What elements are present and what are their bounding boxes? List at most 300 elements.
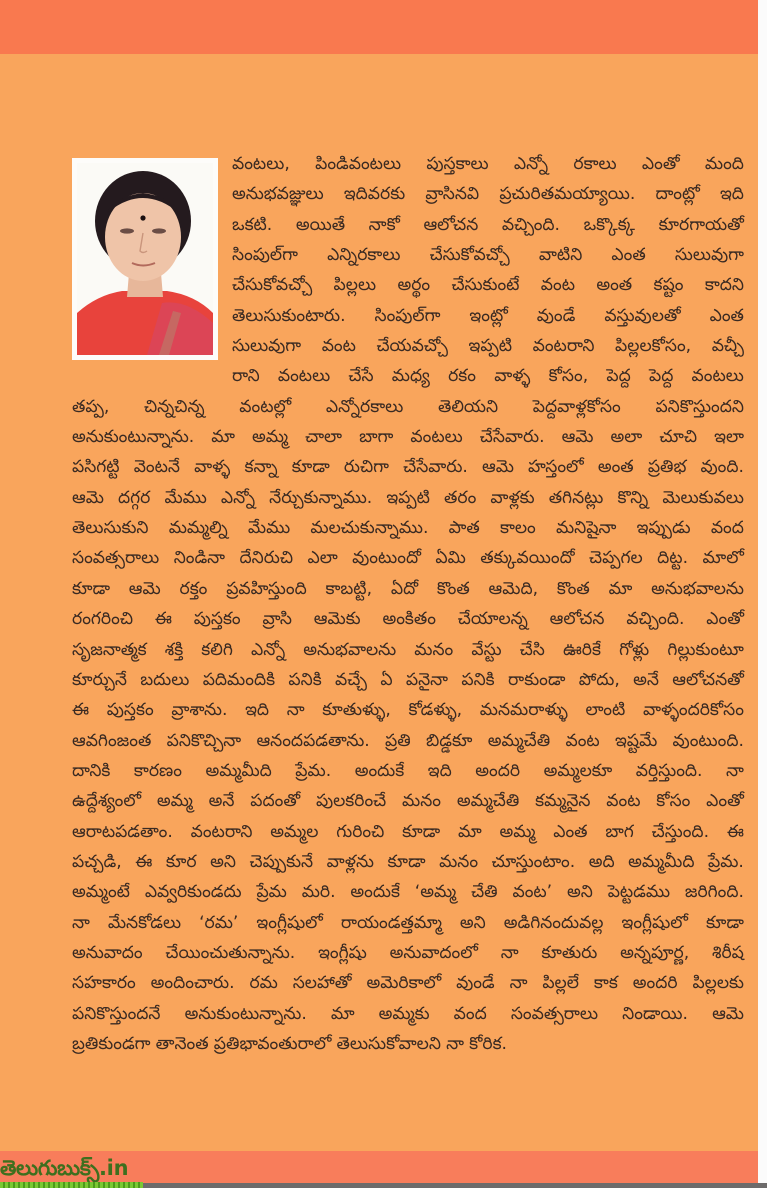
word: మేము [247, 518, 291, 539]
word: వంద [453, 1003, 487, 1024]
word: కోరిక. [469, 1033, 508, 1054]
word: ఎవ్వరికుండదు [144, 882, 242, 903]
word: పదంతో [250, 791, 301, 812]
word: అనే [208, 791, 235, 812]
text-line [232, 240, 744, 270]
word: పనైనా [405, 669, 449, 690]
word: నాకో [368, 214, 400, 235]
word: అనువాదంలో [389, 942, 478, 963]
word: వాళ్లను [326, 851, 374, 872]
word: ఇది [719, 184, 744, 205]
word: ప్రచురితమయ్యాయి. [499, 184, 636, 205]
word: పులకరించే [315, 791, 387, 812]
text-line [72, 1029, 744, 1059]
word: ఇది [245, 700, 270, 721]
text-line [72, 513, 744, 543]
word: ప్రతి [385, 730, 411, 751]
word: పచ్చడి, [72, 851, 122, 872]
text-line [72, 847, 744, 877]
word: అమ్మంటే [72, 882, 130, 903]
text-line [72, 938, 744, 968]
word: కొన్ని [617, 487, 649, 508]
word: తెలుసుకుని [72, 518, 149, 539]
word: చేసేవారు. [403, 457, 468, 478]
word: కూడా [705, 912, 744, 933]
word: ఇంట్లో [469, 305, 508, 326]
word: అమ్మకు [378, 1003, 430, 1024]
word: ఉద్దేశ్యంలో [72, 791, 142, 812]
word: వంటల్లో [239, 396, 292, 417]
word: అమ్మచేతి [456, 791, 520, 812]
word: బాగ [605, 821, 634, 842]
word: ఆలోచనతో [672, 669, 744, 690]
word: లాంటి [585, 700, 626, 721]
word: ఆనందపడతాను. [256, 730, 370, 751]
word: వంట [606, 791, 641, 812]
word: రుచిగా [343, 457, 389, 478]
word: కూరగాయతో [658, 214, 744, 235]
word: మనం [414, 639, 454, 660]
word: ఈ [72, 700, 90, 721]
word: కూర [165, 851, 197, 872]
word: కష్టం [653, 275, 684, 296]
word: తానెంత [155, 1033, 209, 1054]
word: ఆలోచన [549, 609, 605, 630]
word: చిన్నచిన్న [143, 396, 205, 417]
word: ఎన్నిరకాలు [327, 245, 401, 266]
word: వంట [565, 730, 600, 751]
word: అన్నపూర్ణ, [620, 942, 690, 963]
word: మంది [704, 154, 744, 174]
text-line [72, 908, 744, 938]
word: వస్తువులతో [604, 305, 681, 326]
word: కోడళ్ళు, [408, 700, 463, 721]
word: మలచుకున్నాము. [310, 518, 429, 539]
word: అంకితం [382, 609, 436, 630]
word: రాని [232, 366, 260, 387]
word: ఎంత [553, 821, 588, 842]
word: ఏదో [390, 578, 419, 599]
word: ఇష్టమే [614, 730, 658, 751]
word: ఇంగ్లీషులో [621, 912, 688, 933]
word: వాటిని [538, 245, 583, 266]
word: చేసి [519, 639, 545, 660]
word: నా [446, 1033, 464, 1054]
word: ఈ [726, 821, 744, 842]
grass-decoration-icon [0, 1182, 143, 1188]
word: కోసం, [548, 366, 589, 387]
word: కొంత [556, 578, 590, 599]
word: చెప్పగల [589, 548, 643, 569]
word: ప్రేమ. [295, 760, 332, 781]
word: ప్రతిభావంతురాలో [213, 1033, 332, 1054]
text-line [232, 210, 744, 240]
word: ఆమె [482, 457, 514, 478]
word: నా [286, 700, 305, 721]
word: ఎంతో [706, 609, 744, 630]
word: మధ్య [391, 366, 430, 387]
word: కారణం [133, 760, 182, 781]
word: ఇప్పుడు [636, 518, 691, 539]
text-line [72, 817, 744, 847]
word: అమ్మలకూ [543, 760, 613, 781]
word: దగ్గర [118, 487, 151, 508]
text-line [72, 635, 744, 665]
word: తెలియని [437, 396, 499, 417]
word: పనికొస్తుందని [655, 396, 744, 417]
word: అమ్మ [499, 821, 536, 842]
word: సంవత్సరాలు [510, 1003, 599, 1024]
word: వంటలు [277, 366, 331, 387]
word: వంటలు [691, 366, 744, 387]
word: ఇప్పటి [468, 336, 513, 357]
word: కాబట్టి, [325, 578, 373, 599]
word: అనుభవజ్ఞులు [232, 184, 324, 205]
text-line [72, 543, 744, 573]
word: ప్రేమ. [708, 851, 744, 872]
word: దిట్ట. [657, 548, 689, 569]
word: అమ్మ [252, 427, 289, 448]
word: అనుకుంటున్నాను. [184, 1003, 307, 1024]
word: వంట’ [512, 882, 553, 903]
word: నా [72, 912, 90, 933]
word: రక్తం [179, 578, 208, 599]
word: పుస్తకం [106, 700, 154, 721]
word: చేతి [471, 882, 498, 903]
word: ఏమి [435, 548, 466, 569]
word: వుంది. [700, 457, 744, 478]
word: చేసే [348, 366, 374, 387]
word: చేసేవారు. [479, 427, 545, 448]
word: రమ [249, 973, 278, 994]
word: మాలో [702, 548, 744, 569]
word: అనుభవాలను [651, 578, 744, 599]
word: దేనిరుచి [239, 548, 294, 569]
text-line [72, 574, 744, 604]
text-line [72, 604, 744, 634]
word: వాళ్ళ [194, 457, 231, 478]
word: సులువుగా [232, 336, 302, 357]
word: తెలుసుకుంటారు. [232, 305, 346, 326]
word: మనమరాళ్ళు [479, 700, 568, 721]
word: పనికొచ్చినా [166, 730, 242, 751]
word: కమ్మనైన [535, 791, 591, 812]
word: పనికొస్తుందనే [72, 1003, 161, 1024]
word: నా [509, 973, 528, 994]
text-line [232, 270, 744, 300]
word: కాక [593, 973, 618, 994]
word: గురించి [336, 821, 385, 842]
word: ఆమె [712, 1003, 744, 1024]
word: బిడ్డకూ [425, 730, 473, 751]
word: పుస్తకాలు [426, 154, 489, 174]
word: తప్ప, [72, 396, 110, 417]
word: వంట [540, 275, 575, 296]
word: మనిషైనా [555, 518, 617, 539]
word: నా [726, 760, 744, 781]
word: వచ్చీ [711, 336, 744, 357]
word: వాళ్ళ [494, 366, 531, 387]
word: ఆమెకు [313, 609, 361, 630]
word: ఇంగ్లీషులో [256, 912, 323, 933]
word: ఏ [380, 669, 393, 690]
word: ఇలా [714, 427, 744, 448]
word: ‘అమ్మ [414, 882, 457, 903]
word: అలా [610, 427, 643, 448]
word: వంటరాని [190, 821, 253, 842]
word: వాళ్లకు [490, 487, 535, 508]
word: ఇంగ్లీషు [318, 942, 367, 963]
text-line [72, 968, 744, 998]
text-line [232, 179, 744, 209]
word: రకం [448, 366, 476, 387]
word: చేయవచ్చో [376, 336, 448, 357]
word: వ్రాసినవి [425, 184, 480, 205]
word: పాత [448, 518, 480, 539]
word: చాలా [305, 427, 343, 448]
word: ఎంత [709, 305, 744, 326]
word: మరి. [301, 882, 336, 903]
word: పనికి [288, 669, 322, 690]
word: అంత [596, 275, 633, 296]
word: అనుభవాలను [303, 639, 397, 660]
text-line [72, 756, 744, 786]
word: అది [588, 851, 615, 872]
word: పెద్ద [606, 366, 631, 387]
word: ఎన్నో [513, 154, 549, 174]
word: మెలుకువలు [662, 487, 744, 508]
top-color-band [0, 0, 758, 54]
text-line [72, 695, 744, 725]
word: అని [459, 912, 486, 933]
text-line [72, 877, 744, 907]
word: పోదు, [578, 669, 620, 690]
word: తక్కువయిందో [480, 548, 575, 569]
word: చేయాలన్న [457, 609, 528, 630]
word: ఎంత [611, 245, 646, 266]
word: ఆమె [72, 487, 104, 508]
word: శక్తి [164, 639, 184, 660]
word: వచ్చే [335, 669, 367, 690]
word: కాలం [499, 518, 536, 539]
word: వర్తిస్తుంది. [635, 760, 703, 781]
word: బ్రతికుండగా [72, 1033, 151, 1054]
word: ప్రవహిస్తుంది [226, 578, 307, 599]
text-line [72, 665, 744, 695]
text-line [232, 331, 744, 361]
word: అమెరికాలో [366, 973, 442, 994]
word: కూడా [402, 821, 441, 842]
word: కోసం [656, 791, 691, 812]
word: నేర్చుకున్నాము. [269, 487, 373, 508]
word: బదులు [140, 669, 190, 690]
word: దానికి [72, 760, 111, 781]
word: అమ్మమీది [628, 851, 695, 872]
word: వేస్టు [471, 639, 502, 660]
text-line [72, 786, 744, 816]
word: వుంటుంది. [672, 730, 744, 751]
word: పెద్ద [648, 366, 674, 387]
text-line [72, 452, 744, 482]
word: కొంత [436, 578, 470, 599]
word: రాకుండా [508, 669, 566, 690]
word: పిల్లలకు [692, 973, 744, 994]
word: అమ్మ [156, 791, 193, 812]
word: సులువుగా [674, 245, 744, 266]
body-text [72, 149, 744, 1059]
word: ఆమె [128, 578, 161, 599]
text-line [72, 483, 744, 513]
word: అనుకుంటున్నాను. [72, 427, 195, 448]
watermark-text: తెలుగుబుక్స్.in [0, 1156, 129, 1180]
word: అమ్మమీది [205, 760, 272, 781]
word: వంటరాని [532, 336, 595, 357]
word: మనం [439, 851, 479, 872]
word: మేనకోడలు [107, 912, 182, 933]
word: వుంటుందో [352, 548, 421, 569]
word: కాదని [704, 275, 744, 296]
word: అయితే [295, 214, 346, 235]
word: హస్తంలో [528, 457, 584, 478]
word: రాయండత్తమ్మా [340, 912, 442, 933]
word: ఎన్నోరకాలు [325, 396, 404, 417]
word: సృజనాత్మక [72, 639, 147, 660]
word: అని [210, 851, 236, 872]
word: చెప్పుకునే [249, 851, 314, 872]
word: మా [457, 821, 482, 842]
word: పిండివంటలు [315, 154, 402, 174]
word: అందరి [475, 760, 521, 781]
word: ఈ [154, 609, 172, 630]
word: మేము [164, 487, 207, 508]
text-line [72, 999, 744, 1029]
word: ఆవగింజంత [72, 730, 152, 751]
text-line [232, 301, 744, 331]
word: నిండినా [173, 548, 226, 569]
word: సలహాతో [292, 973, 352, 994]
word: వుండే [536, 305, 576, 326]
word: బాగా [359, 427, 394, 448]
word: వంటలు, [232, 154, 290, 174]
word: చేసుకోవచ్చో [429, 245, 510, 266]
word: అని [567, 882, 593, 903]
text-line [232, 149, 744, 179]
word: వెంటనే [133, 457, 180, 478]
word: కలిగి [201, 639, 233, 660]
word: సహకారం [72, 973, 136, 994]
word: గోళ్లు [619, 639, 650, 660]
word: కూడా [72, 578, 110, 599]
word: ప్రేమ [256, 882, 287, 903]
word: ఊరికే [562, 639, 601, 660]
word: అందుకే [350, 882, 400, 903]
word: పుస్తకం [193, 609, 241, 630]
word: అమ్మచేతి [487, 730, 551, 751]
word: ఎంతో [641, 154, 680, 174]
word: తెలుసుకోవాలని [336, 1033, 441, 1054]
word: సింపుల్‌గా [374, 305, 441, 326]
word: తరం [444, 487, 477, 508]
word: వంటలు [410, 427, 463, 448]
word: పిల్లలే [542, 973, 579, 994]
word: చూస్తుంటాం. [491, 851, 576, 872]
word: అందరి [632, 973, 678, 994]
word: అనువాదం [72, 942, 143, 963]
word: ఆరాటపడతాం. [72, 821, 173, 842]
word: పెద్దవాళ్లకోసం [532, 396, 621, 417]
text-line [72, 392, 744, 422]
word: ఒక్కొక్క [583, 214, 635, 235]
word: ఎంతో [706, 791, 744, 812]
word: చేసుకోవచ్చో [232, 275, 313, 296]
word: కూర్చునే [72, 669, 127, 690]
word: ఎన్నో [220, 487, 256, 508]
word: ఒకటి. [232, 214, 273, 235]
word: అడిగినందువల్ల [503, 912, 604, 933]
word: పసిగట్టి [72, 457, 120, 478]
word: చేయించుతున్నాను. [165, 942, 296, 963]
word: నిండాయి. [622, 1003, 689, 1024]
text-line [232, 361, 744, 391]
word: చూచి [659, 427, 698, 448]
word: ఈ [135, 851, 153, 872]
word: జరిగింది. [684, 882, 744, 903]
word: పనికి [461, 669, 495, 690]
word: ‘రమ’ [199, 912, 239, 933]
word: వుండే [456, 973, 495, 994]
word: మా [211, 427, 235, 448]
word: సంవత్సరాలు [72, 548, 160, 569]
word: రంగరించి [72, 609, 133, 630]
word: కూడా [291, 457, 330, 478]
word: పెట్టడము [607, 882, 671, 903]
word: చేస్తుంది. [651, 821, 710, 842]
word: ప్రతిభ [647, 457, 687, 478]
word: వ్రాశాను. [171, 700, 228, 721]
word: అర్థం [397, 275, 431, 296]
word: మా [330, 1003, 355, 1024]
word: వ్రాసి [262, 609, 292, 630]
word: సింపుల్‌గా [232, 245, 298, 266]
word: పిల్లలకోసం, [615, 336, 692, 357]
word: వచ్చింది. [626, 609, 685, 630]
site-watermark-logo [0, 1156, 143, 1188]
word: వంద [710, 518, 744, 539]
word: ఇదివరకు [343, 184, 406, 205]
word: అమ్మల [270, 821, 319, 842]
word: శిరీష [712, 942, 744, 963]
word: మా [608, 578, 633, 599]
word: ఇది [427, 760, 452, 781]
word: గిల్లుకుంటూ [667, 639, 744, 660]
word: కూతుళ్ళు, [322, 700, 391, 721]
word: ఆమెది, [488, 578, 539, 599]
word: మనం [402, 791, 442, 812]
word: మమ్మల్ని [168, 518, 228, 539]
text-line [72, 726, 744, 756]
page-edge [758, 0, 767, 1188]
word: వచ్చింది. [501, 214, 561, 235]
word: నా [500, 942, 519, 963]
word: ఆమె [561, 427, 594, 448]
word: అందుకే [354, 760, 405, 781]
word: చేసుకుంటే [451, 275, 520, 296]
word: కూడా [387, 851, 426, 872]
word: తగినట్లు [548, 487, 604, 508]
word: వాళ్ళందరికోసం [642, 700, 744, 721]
word: పిల్లలు [333, 275, 377, 296]
word: ఇప్పటి [386, 487, 430, 508]
